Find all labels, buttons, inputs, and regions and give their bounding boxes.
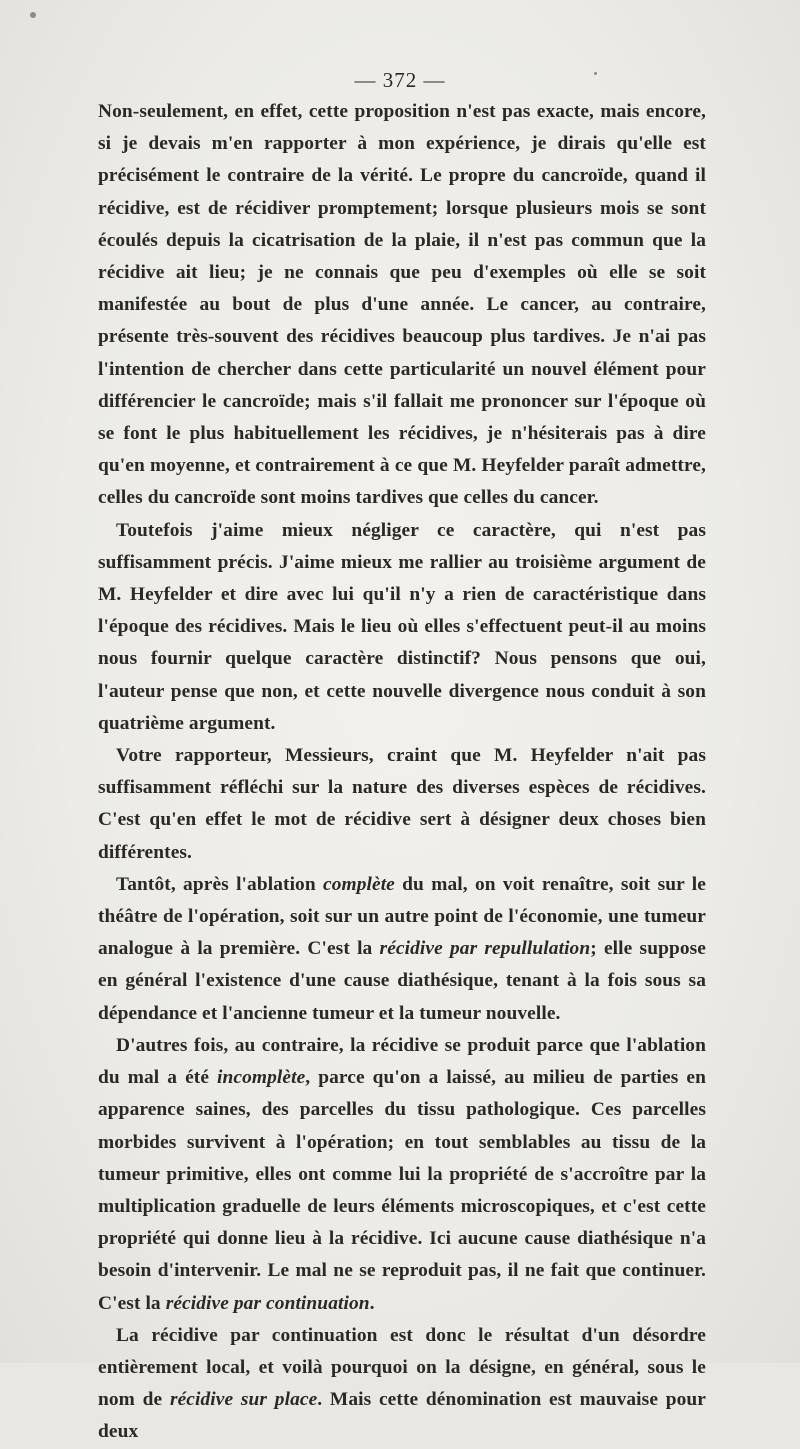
paper-speck bbox=[30, 12, 36, 18]
text-run: La récidive par continuation est donc le résultat d'un désordre entièrement local, et voilà pourquoi on la désigne, en général, sous le nom de bbox=[98, 1324, 706, 1411]
body-text bbox=[98, 96, 706, 1449]
paragraph-p2 bbox=[98, 515, 706, 740]
text-run: Toutefois j'aime mieux négliger ce caractère, qui n'est pas suffisamment précis. J'aime mieux me rallier au troisième argument de M. Heyfelder et dire avec lui qu'il n'y a rien de caractéristique dans l'époque des récidives. Mais le lieu où elles s'effectuent peut-il au moins nous fournir quelque caractère distinctif? Nous pensons que oui, l'auteur pense que non, et cette nouvelle divergence nous conduit à son quatrième argument. bbox=[98, 519, 706, 734]
text-run: Votre rapporteur, Messieurs, craint que M. Heyfelder n'ait pas suffisamment réfléchi sur la nature des diverses espèces de récidives. C'est qu'en effet le mot de récidive sert à désigner deux choses bien différentes. bbox=[98, 745, 706, 863]
text-run: du mal, on voit renaître, soit sur le théâtre de l'opération, soit sur un autre point de l'économie, une tumeur analogue à la première. C'est la bbox=[98, 873, 706, 960]
italic-term: récidive sur place bbox=[169, 1389, 318, 1411]
text-run: . bbox=[369, 1292, 375, 1314]
paragraph-p4 bbox=[98, 869, 706, 1030]
paragraph-p3 bbox=[98, 740, 706, 869]
text-run: . Mais cette dénomination est mauvaise pour deux bbox=[98, 1389, 707, 1443]
italic-term: complète bbox=[323, 873, 395, 895]
italic-term: incomplète bbox=[217, 1067, 306, 1089]
text-run: D'autres fois, au contraire, la récidive se produit parce que l'ablation du mal a été bbox=[98, 1034, 706, 1089]
page-number: — 372 — bbox=[354, 68, 446, 92]
text-run: Non-seulement, en effet, cette proposition n'est pas exacte, mais encore, si je devais m'en rapporter à mon expérience, je dirais qu'elle est précisément le contraire de la vérité. Le propre du cancroïde, quand il récidive, est de récidiver promptement; lorsque plusieurs mois se sont écoulés depuis la cicatrisation de la plaie, il n'est pas commun que la récidive ait lieu; je ne connais que peu d'exemples où elle se soit manifestée au bout de plus d'une année. Le cancer, au contraire, présente très-souvent des récidives beaucoup plus tardives. Je n'ai pas l'intention de chercher dans cette particularité un nouvel élément pour différencier le cancroïde; mais s'il fallait me prononcer sur l'époque où se font le plus habituellement les récidives, je n'hésiterais pas à dire qu'en moyenne, et contrairement à ce que M. Heyfelder paraît admettre, celles du cancroïde sont moins tardives que celles du cancer. bbox=[98, 101, 706, 509]
paragraph-p1 bbox=[98, 96, 706, 515]
paragraph-p5 bbox=[98, 1030, 706, 1320]
italic-term: récidive par repullulation bbox=[379, 938, 591, 960]
italic-term: récidive par continuation bbox=[165, 1292, 370, 1314]
text-run: ; elle suppose en général l'existence d'une cause diathésique, tenant à la fois sous sa dépendance et l'ancienne tumeur et la tumeur nouvelle. bbox=[98, 938, 707, 1024]
text-run: Tantôt, après l'ablation bbox=[116, 873, 324, 895]
paragraph-p6 bbox=[98, 1320, 706, 1449]
text-run: , parce qu'on a laissé, au milieu de parties en apparence saines, des parcelles du tissu pathologique. Ces parcelles morbides survivent à l'opération; en tout semblables au tissu de la tumeur primitive, elles ont comme lui la propriété de s'accroître par la multiplication graduelle de leurs éléments microscopiques, et c'est cette propriété qui donne lieu à la récidive. Ici aucune cause diathésique n'a besoin d'intervenir. Le mal ne se reproduit pas, il ne fait que continuer. C'est la bbox=[98, 1067, 706, 1314]
